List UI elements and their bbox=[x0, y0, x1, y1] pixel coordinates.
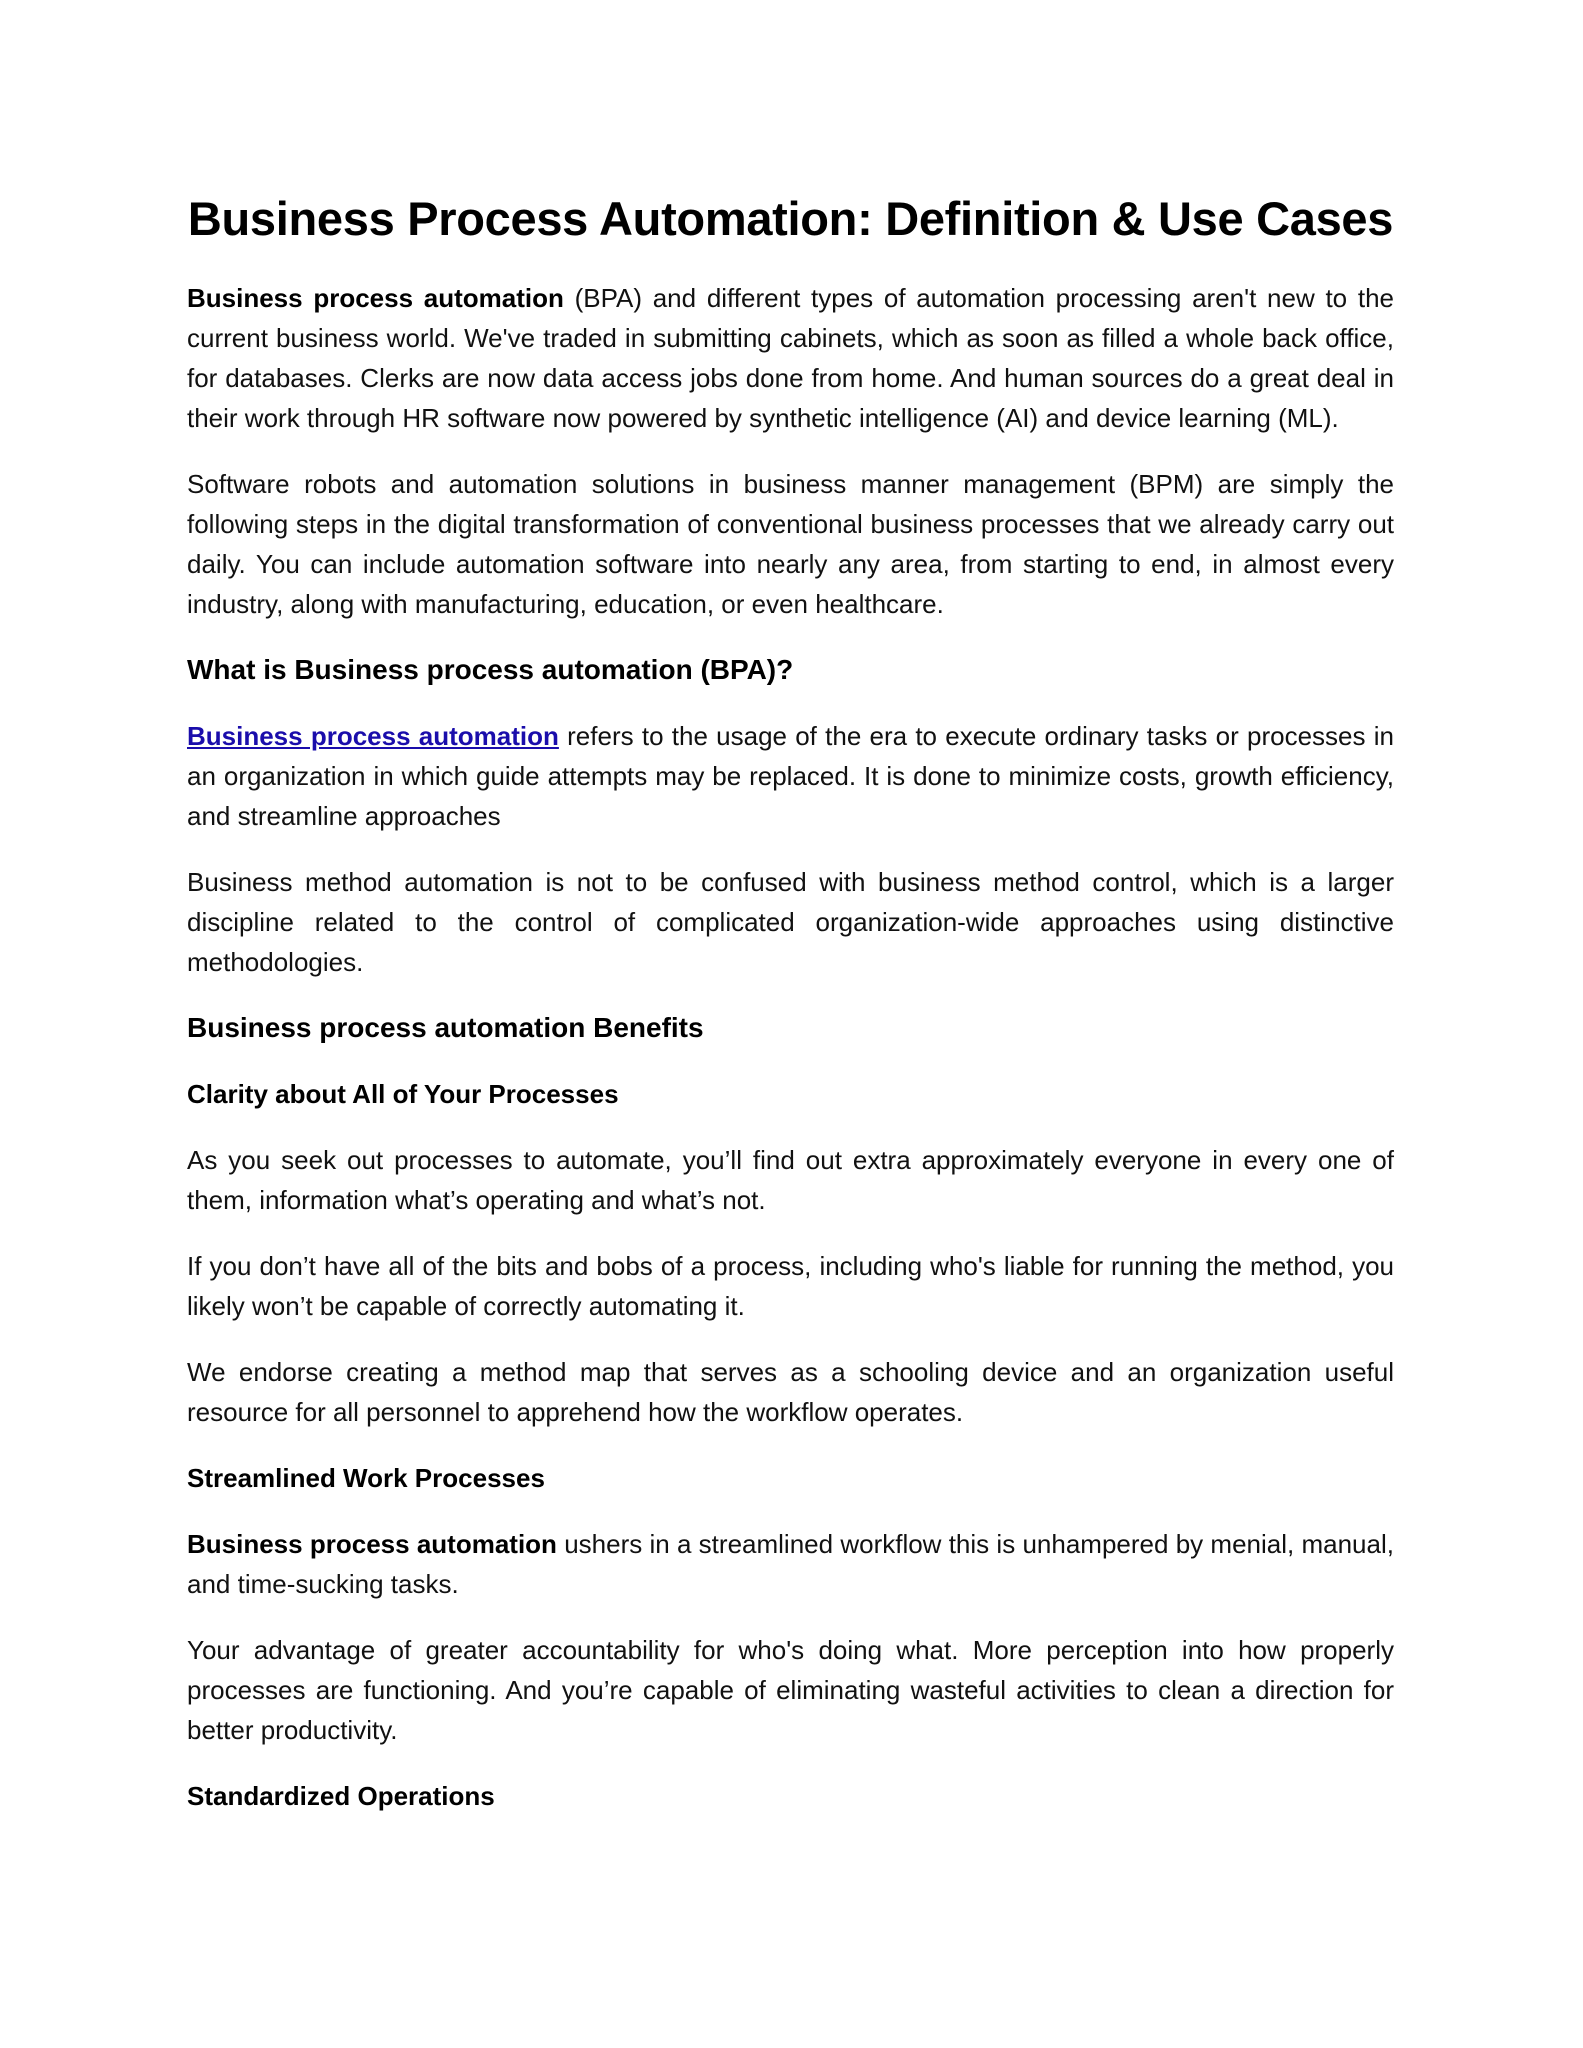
clarity-paragraph-3: We endorse creating a method map that serves as a schooling device and an organization useful resource for all personnel to apprehend how the workflow operates. bbox=[187, 1357, 1394, 1427]
what-is-paragraph-2: Business method automation is not to be confused with business method control, which is a larger discipline related to the control of complicated organization-wide approaches using distinctive methodologies. bbox=[187, 867, 1394, 977]
subheading-clarity: Clarity about All of Your Processes bbox=[187, 1079, 619, 1109]
clarity-paragraph-1: As you seek out processes to automate, you’ll find out extra approximately everyone in every one of them, information what’s operating and what’s not. bbox=[187, 1145, 1394, 1215]
clarity-paragraph-2: If you don’t have all of the bits and bobs of a process, including who's liable for running the method, you likely won’t be capable of correctly automating it. bbox=[187, 1251, 1394, 1321]
bpa-link[interactable]: Business process automation bbox=[187, 721, 559, 751]
streamlined-paragraph-1-text: ushers in a streamlined workflow this is unhampered by menial, manual, and time-sucking tasks. bbox=[187, 1529, 1394, 1599]
streamlined-bold-term: Business process automation bbox=[187, 1529, 557, 1559]
intro-paragraph-1 bbox=[187, 278, 1394, 438]
intro-paragraph-1-text: (BPA) and different types of automation processing aren't new to the current business world. We've traded in submitting cabinets, which as soon as filled a whole back office, for databases. Clerks are now data access jobs done from home. And human sources do a great deal in their work through HR software now powered by synthetic intelligence (AI) and device learning (ML). bbox=[187, 283, 1394, 433]
subheading-standardized: Standardized Operations bbox=[187, 1781, 495, 1811]
streamlined-paragraph-1 bbox=[187, 1524, 1394, 1604]
intro-paragraph-2: Software robots and automation solutions in business manner management (BPM) are simply the following steps in the digital transformation of conventional business processes that we already carry out daily. You can include automation software into nearly any area, from starting to end, in almost every industry, along with manufacturing, education, or even healthcare. bbox=[187, 469, 1394, 619]
what-is-paragraph-1 bbox=[187, 716, 1394, 836]
document-title: Business Process Automation: Definition & Use Cases bbox=[187, 192, 1394, 245]
document-page bbox=[187, 186, 1394, 1816]
intro-bold-term: Business process automation bbox=[187, 283, 564, 313]
section-heading-benefits: Business process automation Benefits bbox=[187, 1012, 704, 1043]
subheading-streamlined: Streamlined Work Processes bbox=[187, 1463, 545, 1493]
streamlined-paragraph-2: Your advantage of greater accountability for who's doing what. More perception into how properly processes are functioning. And you’re capable of eliminating wasteful activities to clean a direction for better productivity. bbox=[187, 1635, 1394, 1745]
what-is-paragraph-1-text: refers to the usage of the era to execute ordinary tasks or processes in an organization in which guide attempts may be replaced. It is done to minimize costs, growth efficiency, and streamline approaches bbox=[187, 721, 1394, 831]
section-heading-what-is: What is Business process automation (BPA)? bbox=[187, 654, 794, 685]
